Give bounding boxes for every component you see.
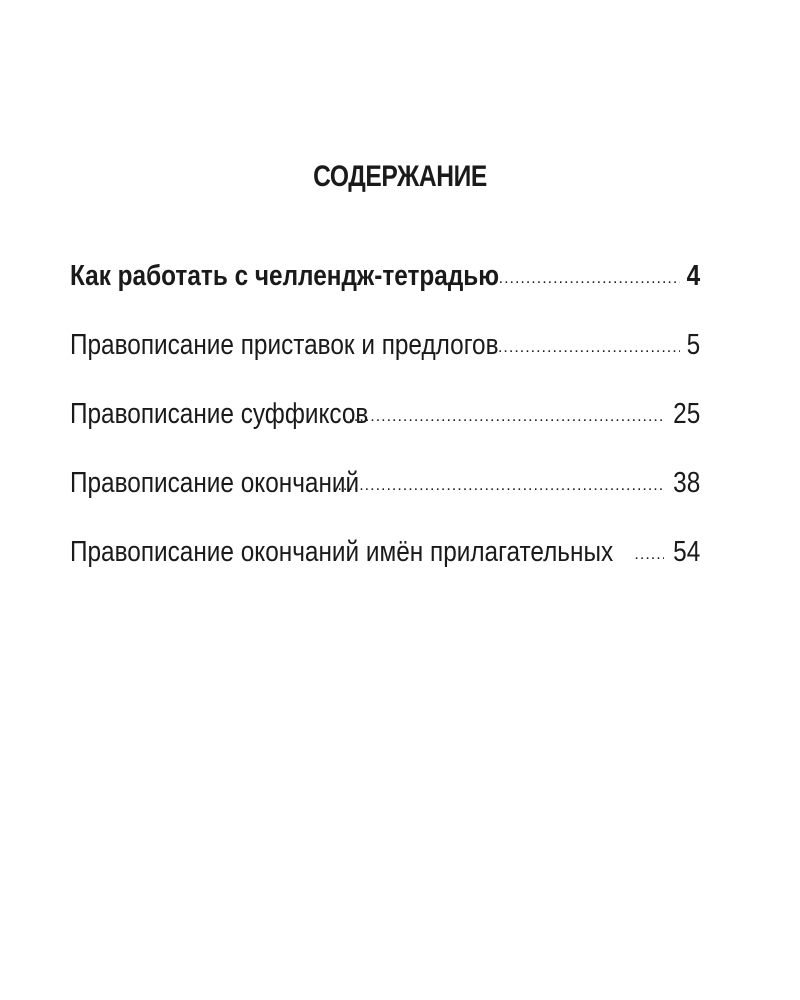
toc-entry-label: Как работать с челлендж-тетрадью — [70, 260, 500, 292]
toc-entry-prefixes — [70, 329, 700, 398]
toc-entry-page: 4 — [686, 260, 700, 292]
toc-entry-how-to-work — [70, 260, 700, 329]
dot-leader — [634, 546, 663, 564]
toc-entry-page: 5 — [686, 329, 700, 361]
toc-entry-page: 25 — [672, 398, 700, 430]
dot-leader — [498, 339, 680, 357]
toc-entry-label: Правописание окончаний имён прилагательных — [70, 536, 614, 568]
table-of-contents — [70, 260, 700, 605]
toc-entry-label: Правописание суффиксов — [70, 398, 369, 430]
page-title: СОДЕРЖАНИЕ — [313, 160, 487, 193]
dot-leader — [499, 270, 680, 288]
toc-entry-page: 54 — [672, 536, 700, 568]
toc-entry-label: Правописание приставок и предлогов — [70, 329, 499, 361]
toc-entry-adjective-endings — [70, 536, 700, 605]
dot-leader — [332, 477, 664, 495]
toc-entry-suffixes — [70, 398, 700, 467]
toc-entry-label: Правописание окончаний — [70, 467, 360, 499]
toc-entry-endings — [70, 467, 700, 536]
dot-leader — [343, 408, 664, 426]
toc-entry-page: 38 — [672, 467, 700, 499]
